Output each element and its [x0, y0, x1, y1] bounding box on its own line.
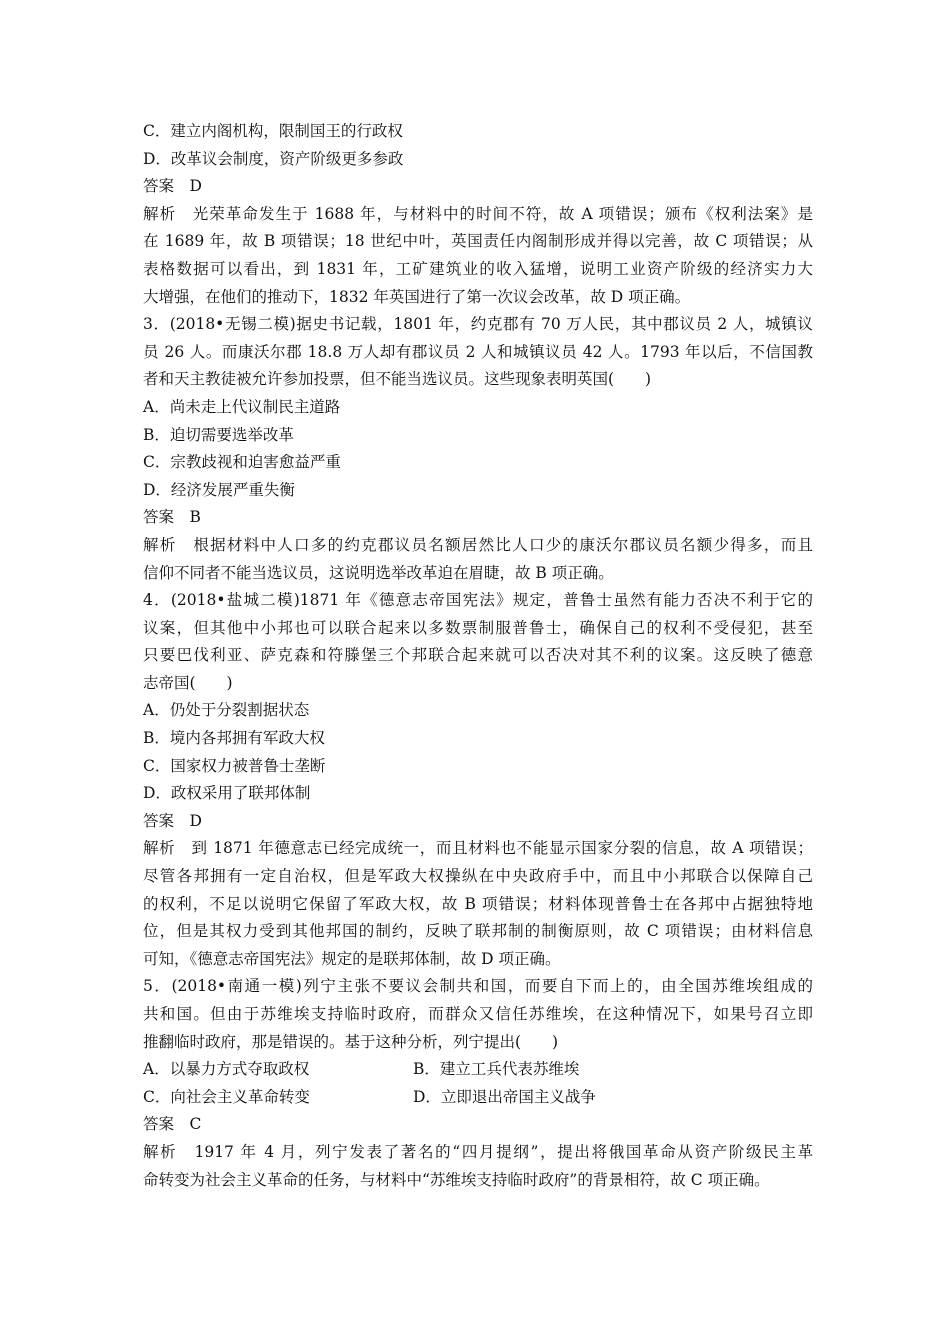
q5-option-b: B．建立工兵代表苏维埃: [413, 1060, 580, 1079]
q5-answer: 答案 C: [143, 1115, 202, 1134]
q5-stem-line-3: 推翻临时政府，那是错误的。基于这种分析，列宁提出( ): [143, 1032, 559, 1051]
q3-stem-line-3: 者和天主教徒被允许参加投票，但不能当选议员。这些现象表明英国( ): [143, 370, 652, 389]
q4-option-b: B．境内各邦拥有军政大权: [143, 729, 325, 748]
q4-analysis-line-2: 尽管各邦拥有一定自治权，但是军政大权操纵在中央政府手中，而且中小邦联合以保障自己: [143, 867, 813, 886]
q4-option-d: D．政权采用了联邦体制: [143, 784, 311, 803]
q5-options-row-1: [143, 1056, 813, 1084]
q4-stem-line-4: 志帝国( ): [143, 673, 233, 692]
q4-stem-line-3: 只要巴伐利亚、萨克森和符滕堡三个邦联合起来就可以否决对其不利的议案。这反映了德意: [143, 646, 813, 665]
q5-option-a: A．以暴力方式夺取政权: [143, 1060, 310, 1079]
q3-answer: 答案 B: [143, 508, 201, 527]
q4-analysis-line-3: 的权利，不足以说明它保留了军政大权，故 B 项错误；材料体现普鲁士在各邦中占据独特地: [143, 894, 813, 913]
document-page: [143, 118, 813, 1194]
q2-analysis-line-2: 在 1689 年，故 B 项错误；18 世纪中叶，英国责任内阁制形成并得以完善，故 C 项错误；从: [143, 232, 813, 251]
q2-analysis-line-1: 解析 光荣革命发生于 1688 年，与材料中的时间不符，故 A 项错误；颁布《权利法案》是: [143, 204, 813, 223]
q2-analysis-line-4: 大增强，在他们的推动下，1832 年英国进行了第一次议会改革，故 D 项正确。: [143, 287, 691, 306]
q5-options-row-2: [143, 1084, 813, 1112]
q2-option-c: C．建立内阁机构，限制国王的行政权: [143, 122, 403, 140]
q4-analysis-line-1: 解析 到 1871 年德意志已经完成统一，而且材料也不能显示国家分裂的信息，故 A 项错误；: [143, 839, 813, 858]
q2-analysis-line-3: 表格数据可以看出，到 1831 年，工矿建筑业的收入猛增，说明工业资产阶级的经济实力大: [143, 259, 813, 278]
q4-analysis-line-5: 可知，《德意志帝国宪法》规定的是联邦体制，故 D 项正确。: [143, 949, 561, 968]
q4-stem-line-2: 议案，但其他中小邦也可以联合起来以多数票制服普鲁士，确保自己的权利不受侵犯，甚至: [143, 618, 813, 637]
q3-option-d: D．经济发展严重失衡: [143, 480, 295, 499]
q5-analysis-line-1: 解析 1917 年 4 月，列宁发表了著名的“四月提纲”，提出将俄国革命从资产阶级民主革: [143, 1142, 813, 1161]
q5-option-d: D．立即退出帝国主义战争: [413, 1087, 596, 1106]
q4-analysis-line-4: 位，但是其权力受到其他邦国的制约，反映了联邦制的制衡原则，故 C 项错误；由材料信息: [143, 922, 813, 941]
q2-option-d: D．改革议会制度，资产阶级更多参政: [143, 149, 404, 168]
q5-stem-line-1: 5．(2018•南通一模)列宁主张不要议会制共和国，而要自下而上的，由全国苏维埃组成的: [143, 977, 813, 996]
q4-option-c: C．国家权力被普鲁士垄断: [143, 756, 326, 775]
q3-analysis-line-2: 信仰不同者不能当选议员，这说明选举改革迫在眉睫，故 B 项正确。: [143, 563, 614, 582]
q3-option-c: C．宗教歧视和迫害愈益严重: [143, 453, 341, 472]
q3-analysis-line-1: 解析 根据材料中人口多的约克郡议员名额居然比人口少的康沃尔郡议员名额少得多，而且: [143, 535, 813, 554]
q5-option-c: C．向社会主义革命转变: [143, 1087, 310, 1106]
q4-option-a: A．仍处于分裂割据状态: [143, 701, 310, 720]
q5-stem-line-2: 共和国。但由于苏维埃支持临时政府，而群众又信任苏维埃，在这种情况下，如果号召立即: [143, 1005, 813, 1023]
q3-option-a: A．尚未走上代议制民主道路: [143, 397, 341, 416]
q4-stem-line-1: 4．(2018•盐城二模)1871 年《德意志帝国宪法》规定，普鲁士虽然有能力否决不利于它的: [143, 591, 813, 610]
q4-answer: 答案 D: [143, 811, 202, 830]
q3-option-b: B．迫切需要选举改革: [143, 425, 294, 444]
q3-stem-line-1: 3．(2018•无锡二模)据史书记载，1801 年，约克郡有 70 万人民，其中郡议员 2 人，城镇议: [143, 315, 813, 334]
q5-analysis-line-2: 命转变为社会主义革命的任务，与材料中“苏维埃支持临时政府”的背景相符，故 C 项正确。: [143, 1170, 770, 1189]
q3-stem-line-2: 员 26 人。而康沃尔郡 18.8 万人却有郡议员 2 人和城镇议员 42 人。1793 年以后，不信国教: [143, 342, 813, 361]
q2-answer: 答案 D: [143, 177, 202, 196]
